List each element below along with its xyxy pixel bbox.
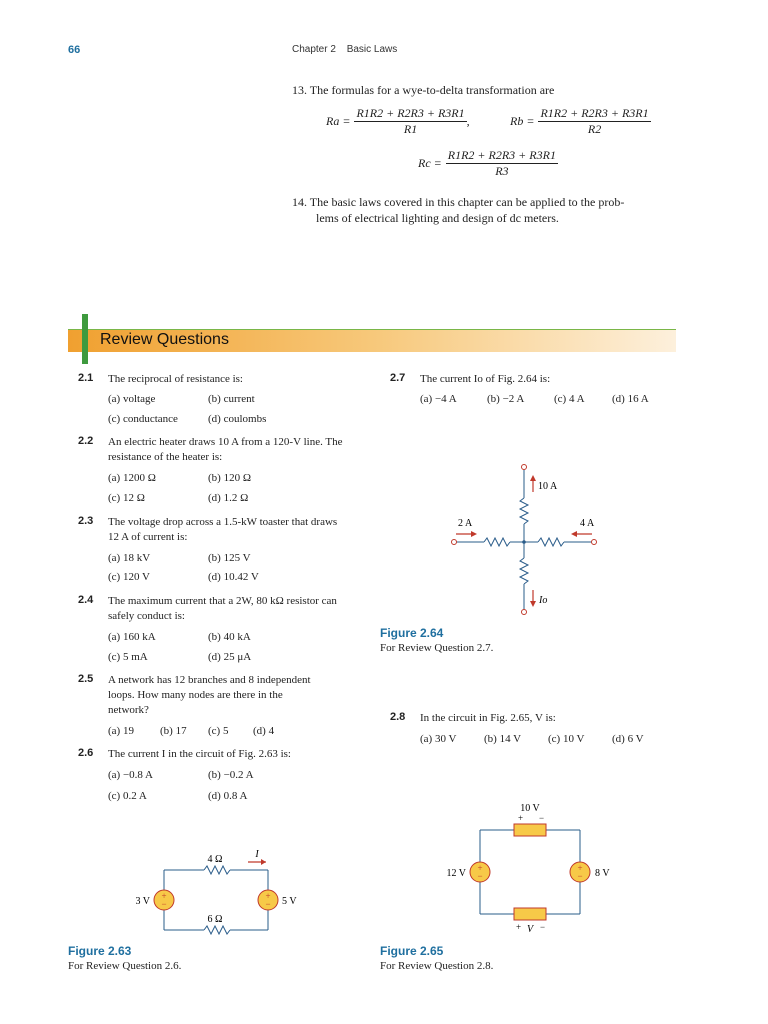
terminal-bottom	[522, 610, 527, 615]
question-text-line1: The maximum current that a 2W, 80 kΩ resistor can	[108, 595, 337, 607]
rb-lhs: Rb =	[510, 114, 535, 128]
question-text-line2: resistance of the heater is:	[108, 451, 223, 463]
current-label-top: 10 A	[538, 481, 558, 492]
source-label-left: 3 V	[135, 896, 150, 907]
option-a: (a) 1200 Ω	[108, 472, 156, 484]
question-text-line2: loops. How many nodes are there in the	[108, 689, 283, 701]
option-d: (d) 0.8 A	[208, 790, 248, 802]
rb-fraction	[538, 106, 650, 137]
question-number: 2.1	[78, 372, 94, 384]
current-arrowhead	[261, 859, 266, 865]
terminal-left	[452, 540, 457, 545]
ra-comma: ,	[466, 114, 470, 128]
question-text-line2: safely conduct is:	[108, 610, 185, 622]
ra-formula	[326, 106, 470, 137]
figure-subcaption: For Review Question 2.7.	[380, 642, 494, 654]
section-title: Review Questions	[100, 331, 229, 348]
voltage-label-bottom: V	[526, 924, 534, 935]
resistor-label-top: 4 Ω	[207, 854, 223, 865]
question-number: 2.6	[78, 747, 94, 759]
ra-numerator: R1R2 + R2R3 + R3R1	[356, 106, 465, 120]
question-text: The current Io of Fig. 2.64 is:	[420, 373, 551, 385]
option-a: (a) 18 kV	[108, 552, 151, 564]
source-label-right: 8 V	[595, 868, 610, 879]
option-b: (b) 125 V	[208, 552, 251, 564]
page-number: 66	[68, 44, 81, 56]
option-c: (c) 10 V	[548, 733, 585, 745]
figure-caption: Figure 2.63	[68, 944, 132, 958]
option-b: (b) −2 A	[487, 393, 525, 405]
arrowhead	[530, 601, 536, 607]
option-d: (d) 10.42 V	[208, 571, 259, 583]
voltage-label-top: 10 V	[520, 803, 540, 814]
terminal-top	[522, 465, 527, 470]
option-d: (d) 25 μA	[208, 651, 252, 663]
current-label-right: 4 A	[580, 518, 595, 529]
option-a: (a) 30 V	[420, 733, 457, 745]
current-label: I	[255, 849, 259, 860]
option-a: (a) 19	[108, 725, 134, 737]
terminal-right	[592, 540, 597, 545]
option-c: (c) conductance	[108, 413, 178, 425]
rb-numerator: R1R2 + R2R3 + R3R1	[540, 106, 649, 120]
summary-item-14-line2: lems of electrical lighting and design of dc meters.	[316, 211, 559, 225]
option-b: (b) current	[208, 393, 255, 405]
option-d: (d) 6 V	[612, 733, 644, 745]
source-label-right: 5 V	[282, 896, 297, 907]
question-text-line2: 12 A of current is:	[108, 531, 188, 543]
rb-formula	[510, 106, 651, 137]
summary-item-14-line1: 14. The basic laws covered in this chapter can be applied to the prob-	[292, 195, 625, 209]
option-a: (a) voltage	[108, 393, 156, 405]
summary-item-13: 13. The formulas for a wye-to-delta transformation are	[292, 83, 555, 97]
minus-sign: −	[577, 871, 583, 881]
figure-2-63-circuit	[120, 840, 320, 940]
rc-lhs: Rc =	[418, 156, 442, 170]
rb-denominator: R2	[587, 122, 602, 136]
arrowhead	[571, 531, 577, 537]
plus-sign: +	[577, 863, 583, 873]
plus-sign: +	[161, 891, 167, 901]
option-b: (b) 14 V	[484, 733, 522, 745]
question-number: 2.4	[78, 594, 94, 606]
figure-subcaption: For Review Question 2.6.	[68, 960, 182, 972]
source-label-left: 12 V	[446, 868, 466, 879]
figure-subcaption: For Review Question 2.8.	[380, 960, 494, 972]
option-a: (a) 160 kA	[108, 631, 156, 643]
resistor-label-bottom: 6 Ω	[207, 914, 223, 925]
option-c: (c) 4 A	[554, 393, 585, 405]
minus-sign: −	[265, 899, 271, 909]
option-b: (b) 17	[160, 725, 187, 737]
option-d: (d) coulombs	[208, 413, 267, 425]
option-d: (d) 4	[253, 725, 275, 737]
option-d: (d) 1.2 Ω	[208, 492, 249, 504]
section-accent-bar	[82, 314, 88, 364]
option-c: (c) 12 Ω	[108, 492, 145, 504]
rc-formula	[418, 148, 558, 179]
ra-denominator: R1	[403, 122, 418, 136]
plus-sign: +	[265, 891, 271, 901]
rc-numerator: R1R2 + R2R3 + R3R1	[447, 148, 556, 162]
current-label-left: 2 A	[458, 518, 473, 529]
figure-caption: Figure 2.65	[380, 944, 444, 958]
figure-2-64-circuit	[446, 458, 616, 618]
center-node	[522, 540, 526, 544]
figure-2-65-circuit	[440, 796, 630, 936]
question-number: 2.8	[390, 711, 406, 723]
question-text-line1: An electric heater draws 10 A from a 120-V line. The	[108, 436, 343, 448]
arrowhead	[530, 475, 536, 481]
question-text: The current I in the circuit of Fig. 2.63 is:	[108, 748, 291, 760]
option-d: (d) 16 A	[612, 393, 649, 405]
arrowhead	[471, 531, 477, 537]
minus-sign: −	[539, 813, 545, 823]
question-number: 2.5	[78, 673, 94, 685]
ra-fraction	[354, 106, 466, 137]
element-top	[514, 824, 546, 836]
question-number: 2.3	[78, 515, 94, 527]
minus-sign: −	[477, 871, 483, 881]
option-c: (c) 0.2 A	[108, 790, 147, 802]
question-text-line3: network?	[108, 704, 149, 716]
chapter-header	[292, 44, 397, 55]
question-number: 2.2	[78, 435, 94, 447]
chapter-title: Basic Laws	[346, 44, 398, 55]
option-a: (a) −4 A	[420, 393, 457, 405]
chapter-label: Chapter 2	[292, 44, 336, 55]
question-text: In the circuit in Fig. 2.65, V is:	[420, 712, 556, 724]
ra-lhs: Ra =	[326, 114, 351, 128]
plus-sign: +	[477, 863, 483, 873]
option-a: (a) −0.8 A	[108, 769, 153, 781]
element-bottom	[514, 908, 546, 920]
rc-fraction	[446, 148, 558, 179]
plus-sign: +	[516, 922, 522, 932]
option-b: (b) 40 kA	[208, 631, 251, 643]
rc-denominator: R3	[495, 164, 509, 178]
minus-sign: −	[540, 922, 546, 932]
question-text-line1: A network has 12 branches and 8 independent	[108, 674, 311, 686]
plus-sign: +	[518, 813, 524, 823]
figure-caption: Figure 2.64	[380, 626, 444, 640]
minus-sign: −	[161, 899, 167, 909]
option-c: (c) 5 mA	[108, 651, 148, 663]
current-label-bottom: Io	[539, 595, 548, 606]
option-b: (b) −0.2 A	[208, 769, 254, 781]
question-text: The reciprocal of resistance is:	[108, 373, 243, 385]
question-number: 2.7	[390, 372, 406, 384]
option-b: (b) 120 Ω	[208, 472, 252, 484]
option-c: (c) 5	[208, 725, 229, 737]
option-c: (c) 120 V	[108, 571, 150, 583]
question-text-line1: The voltage drop across a 1.5-kW toaster that draws	[108, 516, 338, 528]
